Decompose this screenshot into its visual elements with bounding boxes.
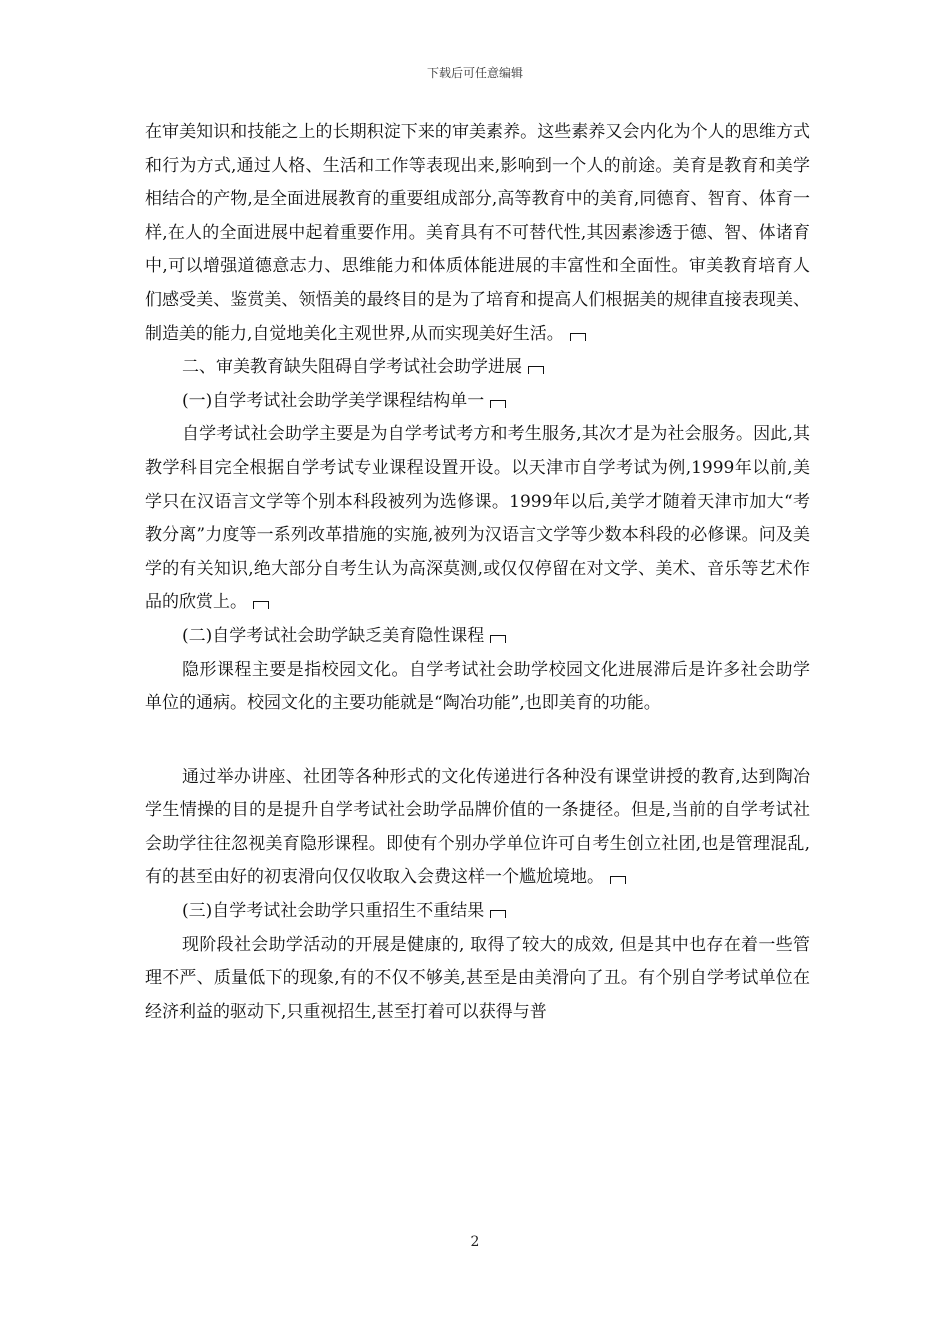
- subsection-heading-text: (一)自学考试社会助学美学课程结构单一: [182, 390, 485, 411]
- paragraph-text: 在审美知识和技能之上的长期积淀下来的审美素养。这些素养又会内化为个人的思维方式和行为方式,通过人格、生活和工作等表现出来,影响到一个人的前途。美育是教育和美学相结合的产物,是全面进展教育的重要组成部分,高等教育中的美育,同德育、智育、体育一样,在人的全面进展中起着重要作用。美育具有不可替代性,其因素渗透于德、智、体诸育中,可以增强道德意志力、思维能力和体质体能进展的丰富性和全面性。审美教育培育人们感受美、鉴赏美、领悟美的最终目的是为了培育和提高人们根据美的规律直接表现美、制造美的能力,自觉地美化主观世界,从而实现美好生活。: [145, 122, 810, 344]
- subsection-heading-text: (三)自学考试社会助学只重招生不重结果: [182, 901, 485, 922]
- paragraph-mark-icon: [528, 366, 544, 374]
- page-header: 下载后可任意编辑: [426, 66, 523, 80]
- paragraph-text: 通过举办讲座、社团等各种形式的文化传递进行各种没有课堂讲授的教育,达到陶冶学生情操的目的是提升自学考试社会助学品牌价值的一条捷径。但是,当前的自学考试社会助学往往忽视美育隐形课程。即使有个别办学单位许可自考生创立社团,也是管理混乱,有的甚至由好的初衷滑向仅仅收取入会费这样一个尴尬境地。: [145, 766, 810, 888]
- paragraph: [145, 116, 810, 351]
- subsection-heading: [145, 895, 810, 929]
- paragraph-mark-icon: [490, 910, 506, 918]
- subsection-heading: [145, 620, 810, 654]
- paragraph: [145, 929, 810, 1030]
- paragraph-mark-icon: [490, 400, 506, 408]
- paragraph-mark-icon: [253, 601, 269, 609]
- section-heading-text: 二、审美教育缺失阻碍自学考试社会助学进展: [182, 357, 522, 378]
- paragraph-text: 现阶段社会助学活动的开展是健康的, 取得了较大的成效, 但是其中也存在着一些管理不严、质量低下的现象,有的不仅不够美,甚至是由美滑向了丑。有个别自学考试单位在经济利益的驱动下,只重视招生,甚至打着可以获得与普: [145, 934, 810, 1022]
- paragraph-mark-icon: [570, 333, 586, 341]
- page-number: 2: [470, 1234, 480, 1250]
- subsection-heading: [145, 385, 810, 419]
- paragraph-text: 自学考试社会助学主要是为自学考试考方和考生服务,其次才是为社会服务。因此,其教学科目完全根据自学考试专业课程设置开设。以天津市自学考试为例,1999年以前,美学只在汉语言文学等个别本科段被列为选修课。1999年以后,美学才随着天津市加大“考教分离”力度等一系列改革措施的实施,被列为汉语言文学等少数本科段的必修课。问及美学的有关知识,绝大部分自考生认为高深莫测,或仅仅停留在对文学、美术、音乐等艺术作品的欣赏上。: [145, 424, 810, 613]
- document-body: [145, 116, 810, 1029]
- paragraph: [145, 654, 810, 721]
- paragraph-mark-icon: [610, 876, 626, 884]
- paragraph-text: 隐形课程主要是指校园文化。自学考试社会助学校园文化进展滞后是许多社会助学单位的通病。校园文化的主要功能就是“陶冶功能”,也即美育的功能。: [145, 659, 810, 714]
- subsection-heading-text: (二)自学考试社会助学缺乏美育隐性课程: [182, 625, 485, 646]
- paragraph: [145, 761, 810, 895]
- paragraph: [145, 418, 810, 620]
- paragraph-mark-icon: [490, 635, 506, 643]
- section-heading: [145, 351, 810, 385]
- paragraph-gap: [145, 721, 810, 761]
